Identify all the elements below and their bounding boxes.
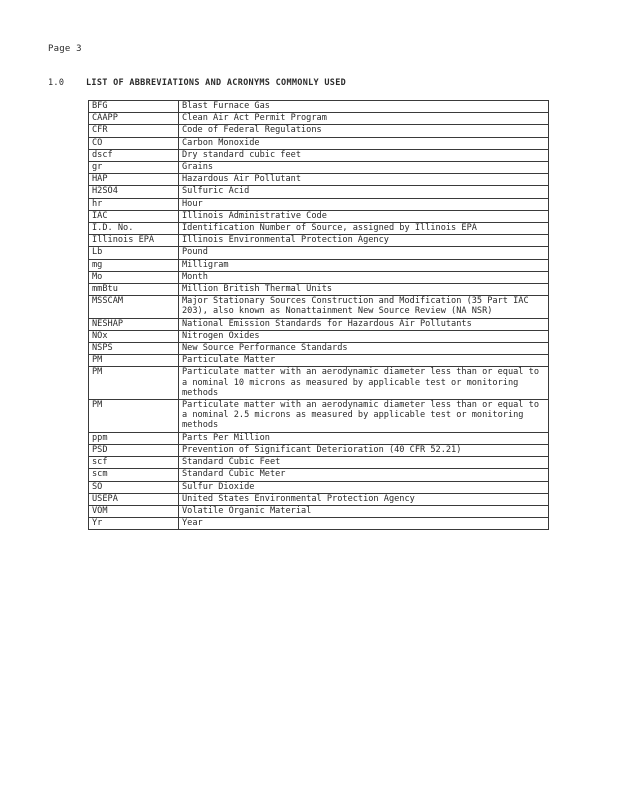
meaning-cell: United States Environmental Protection Agency	[179, 493, 549, 505]
table-row	[89, 137, 549, 149]
table-row	[89, 469, 549, 481]
meaning-cell: Parts Per Million	[179, 432, 549, 444]
meaning-cell: Million British Thermal Units	[179, 284, 549, 296]
abbreviation-cell: hr	[89, 198, 179, 210]
abbreviation-cell: Mo	[89, 271, 179, 283]
table-row	[89, 101, 549, 113]
table-row	[89, 457, 549, 469]
table-row	[89, 330, 549, 342]
table-row	[89, 125, 549, 137]
abbreviation-cell: PM	[89, 355, 179, 367]
abbreviation-cell: CAAPP	[89, 113, 179, 125]
table-row	[89, 493, 549, 505]
meaning-cell: Code of Federal Regulations	[179, 125, 549, 137]
abbreviation-cell: PSD	[89, 444, 179, 456]
meaning-cell: Grains	[179, 162, 549, 174]
abbreviation-cell: scf	[89, 457, 179, 469]
table-row	[89, 198, 549, 210]
meaning-cell: Standard Cubic Feet	[179, 457, 549, 469]
table-row	[89, 296, 549, 318]
abbreviation-cell: Yr	[89, 518, 179, 530]
table-row	[89, 400, 549, 433]
abbreviation-cell: BFG	[89, 101, 179, 113]
table-row	[89, 271, 549, 283]
table-row	[89, 235, 549, 247]
abbreviation-cell: USEPA	[89, 493, 179, 505]
table-row	[89, 247, 549, 259]
table-row	[89, 149, 549, 161]
abbreviation-cell: IAC	[89, 210, 179, 222]
meaning-cell: Carbon Monoxide	[179, 137, 549, 149]
meaning-cell: Sulfur Dioxide	[179, 481, 549, 493]
meaning-cell: Illinois Environmental Protection Agency	[179, 235, 549, 247]
table-row	[89, 113, 549, 125]
meaning-cell: Dry standard cubic feet	[179, 149, 549, 161]
abbreviations-table	[88, 100, 549, 530]
abbreviation-cell: PM	[89, 367, 179, 400]
meaning-cell: Sulfuric Acid	[179, 186, 549, 198]
meaning-cell: Year	[179, 518, 549, 530]
table-row	[89, 518, 549, 530]
abbreviation-cell: Illinois EPA	[89, 235, 179, 247]
meaning-cell: Particulate Matter	[179, 355, 549, 367]
meaning-cell: New Source Performance Standards	[179, 343, 549, 355]
abbreviation-cell: NOx	[89, 330, 179, 342]
abbreviation-cell: gr	[89, 162, 179, 174]
table-row	[89, 186, 549, 198]
table-row	[89, 343, 549, 355]
abbreviation-cell: mg	[89, 259, 179, 271]
table-row	[89, 174, 549, 186]
abbreviation-cell: PM	[89, 400, 179, 433]
table-row	[89, 355, 549, 367]
table-row	[89, 444, 549, 456]
abbreviation-cell: CFR	[89, 125, 179, 137]
table-row	[89, 505, 549, 517]
meaning-cell: Major Stationary Sources Construction and Modification (35 Part IAC 203), also known as Nonattainment New Source Review (NA NSR)	[179, 296, 549, 318]
table-row	[89, 162, 549, 174]
meaning-cell: National Emission Standards for Hazardous Air Pollutants	[179, 318, 549, 330]
meaning-cell: Month	[179, 271, 549, 283]
meaning-cell: Illinois Administrative Code	[179, 210, 549, 222]
meaning-cell: Prevention of Significant Deterioration (40 CFR 52.21)	[179, 444, 549, 456]
abbreviation-cell: SO	[89, 481, 179, 493]
section-heading	[48, 78, 346, 88]
meaning-cell: Hour	[179, 198, 549, 210]
meaning-cell: Milligram	[179, 259, 549, 271]
abbreviation-cell: scm	[89, 469, 179, 481]
meaning-cell: Particulate matter with an aerodynamic diameter less than or equal to a nominal 10 microns as measured by applicable test or monitoring methods	[179, 367, 549, 400]
meaning-cell: Blast Furnace Gas	[179, 101, 549, 113]
table-row	[89, 259, 549, 271]
abbreviation-cell: dscf	[89, 149, 179, 161]
page-number: Page 3	[48, 44, 82, 54]
abbreviations-table-body	[89, 101, 549, 530]
meaning-cell: Identification Number of Source, assigned by Illinois EPA	[179, 223, 549, 235]
meaning-cell: Particulate matter with an aerodynamic diameter less than or equal to a nominal 2.5 microns as measured by applicable test or monitoring methods	[179, 400, 549, 433]
abbreviation-cell: MSSCAM	[89, 296, 179, 318]
meaning-cell: Nitrogen Oxides	[179, 330, 549, 342]
abbreviation-cell: I.D. No.	[89, 223, 179, 235]
table-row	[89, 318, 549, 330]
abbreviation-cell: CO	[89, 137, 179, 149]
section-title: LIST OF ABBREVIATIONS AND ACRONYMS COMMONLY USED	[86, 78, 347, 88]
abbreviation-cell: HAP	[89, 174, 179, 186]
section-number: 1.0	[48, 78, 65, 88]
meaning-cell: Clean Air Act Permit Program	[179, 113, 549, 125]
table-row	[89, 223, 549, 235]
abbreviation-cell: ppm	[89, 432, 179, 444]
abbreviation-cell: NSPS	[89, 343, 179, 355]
table-row	[89, 284, 549, 296]
meaning-cell: Volatile Organic Material	[179, 505, 549, 517]
abbreviation-cell: NESHAP	[89, 318, 179, 330]
abbreviation-cell: H2SO4	[89, 186, 179, 198]
table-row	[89, 367, 549, 400]
table-row	[89, 210, 549, 222]
meaning-cell: Hazardous Air Pollutant	[179, 174, 549, 186]
abbreviation-cell: Lb	[89, 247, 179, 259]
meaning-cell: Pound	[179, 247, 549, 259]
abbreviation-cell: VOM	[89, 505, 179, 517]
meaning-cell: Standard Cubic Meter	[179, 469, 549, 481]
table-row	[89, 432, 549, 444]
abbreviation-cell: mmBtu	[89, 284, 179, 296]
table-row	[89, 481, 549, 493]
